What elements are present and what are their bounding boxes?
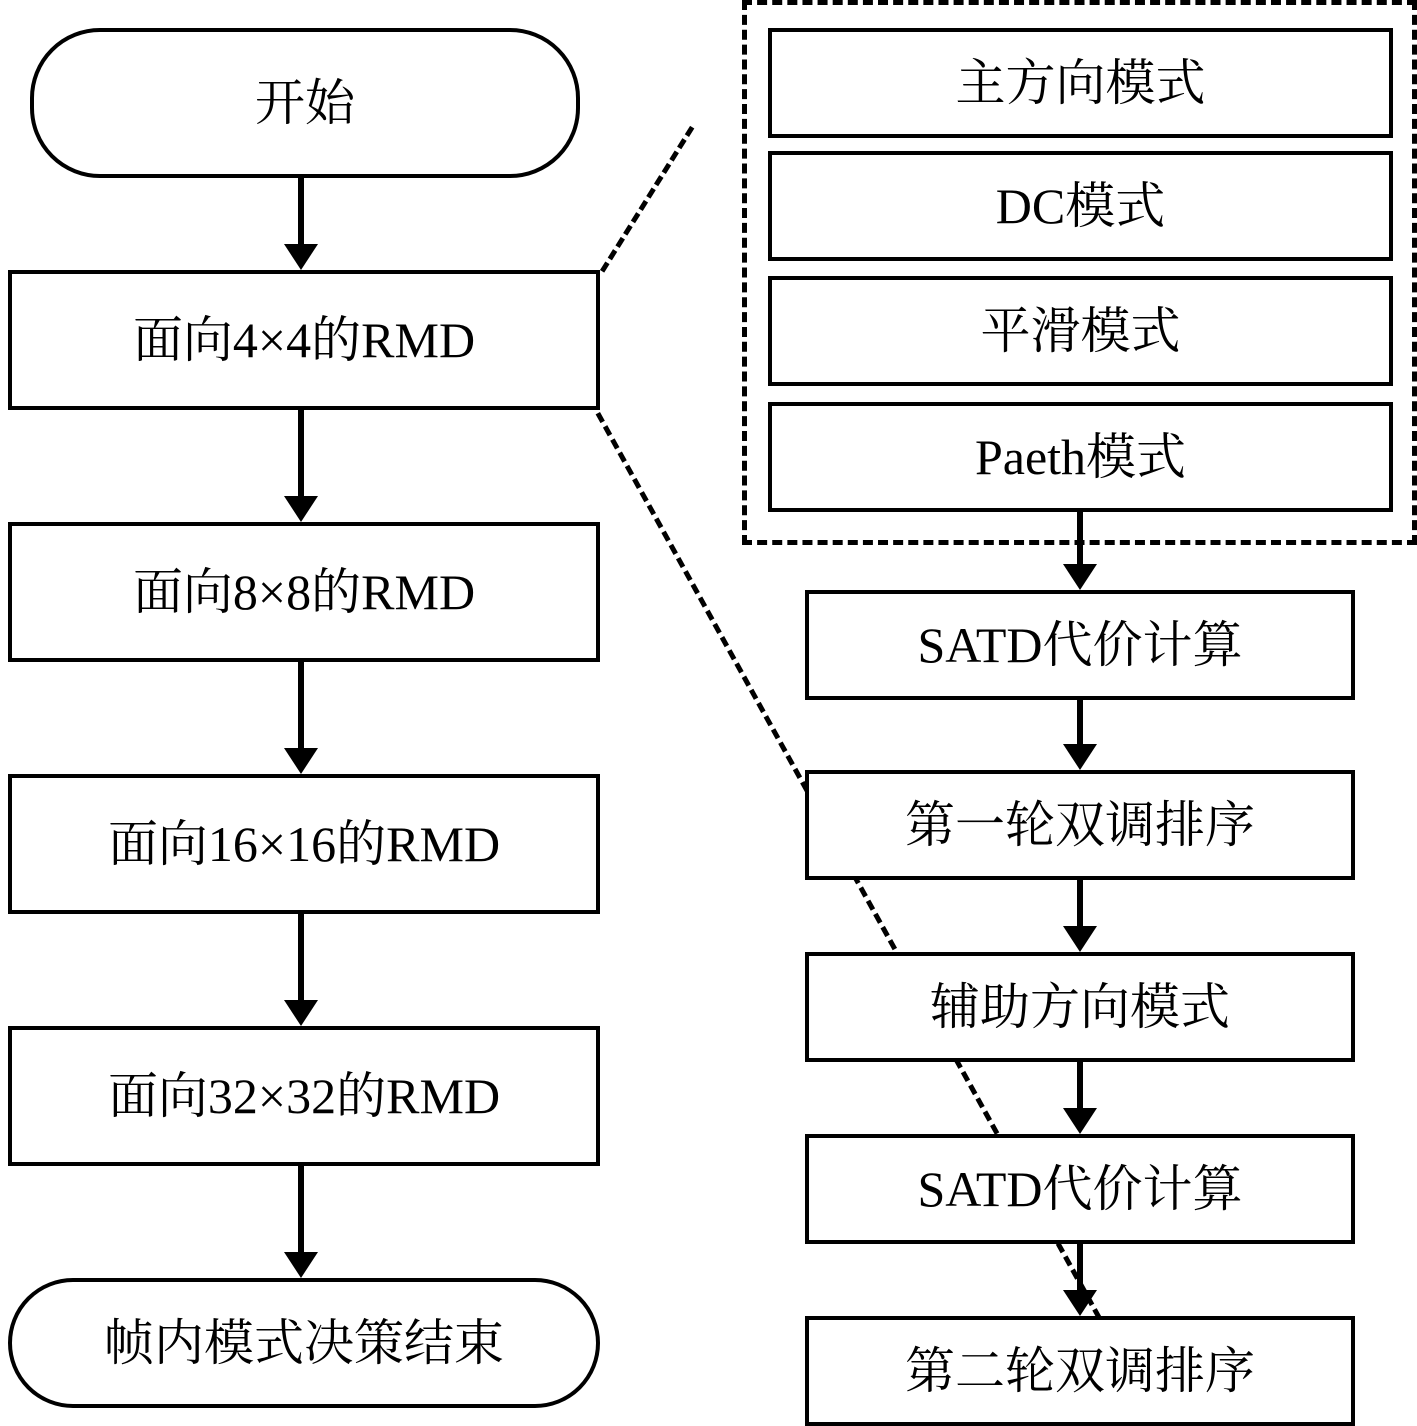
node-smooth-mode-label: 平滑模式 [980,302,1181,359]
arrow-satd1-to-sort1 [1060,700,1100,770]
node-smooth-mode [768,276,1393,386]
node-satd-cost-1-label: SATD代价计算 [917,616,1243,673]
node-satd-cost-2 [805,1134,1355,1244]
node-paeth-mode-label: Paeth模式 [974,428,1187,485]
node-bitonic-sort-2-label: 第二轮双调排序 [905,1342,1255,1399]
node-rmd4 [8,270,600,410]
node-rmd16-label: 面向16×16的RMD [107,815,501,872]
arrow-rmd8-to-rmd16 [281,662,321,774]
node-bitonic-sort-1-label: 第一轮双调排序 [905,796,1255,853]
arrow-satd2-to-sort2 [1060,1244,1100,1316]
node-start-label: 开始 [255,74,355,131]
arrow-rmd32-to-end [281,1166,321,1278]
node-end [8,1278,600,1408]
callout-connector-upper [600,126,694,273]
node-main-direction-mode-label: 主方向模式 [955,54,1206,111]
arrow-modes-to-satd1 [1060,512,1100,590]
node-rmd16 [8,774,600,914]
arrow-rmd4-to-rmd8 [281,410,321,522]
node-bitonic-sort-1 [805,770,1355,880]
arrow-auxdir-to-satd2 [1060,1062,1100,1134]
arrow-start-to-rmd4 [281,178,321,270]
node-rmd32 [8,1026,600,1166]
node-rmd4-label: 面向4×4的RMD [132,311,476,368]
node-rmd8 [8,522,600,662]
arrow-sort1-to-auxdir [1060,880,1100,952]
node-paeth-mode [768,402,1393,512]
node-end-label: 帧内模式决策结束 [104,1314,504,1371]
node-start [30,28,580,178]
node-satd-cost-1 [805,590,1355,700]
node-main-direction-mode [768,28,1393,138]
node-rmd8-label: 面向8×8的RMD [132,563,476,620]
node-satd-cost-2-label: SATD代价计算 [917,1160,1243,1217]
node-dc-mode [768,151,1393,261]
node-rmd32-label: 面向32×32的RMD [107,1067,501,1124]
node-auxiliary-direction-mode-label: 辅助方向模式 [930,978,1230,1035]
node-bitonic-sort-2 [805,1316,1355,1426]
node-auxiliary-direction-mode [805,952,1355,1062]
arrow-rmd16-to-rmd32 [281,914,321,1026]
node-dc-mode-label: DC模式 [995,177,1166,234]
